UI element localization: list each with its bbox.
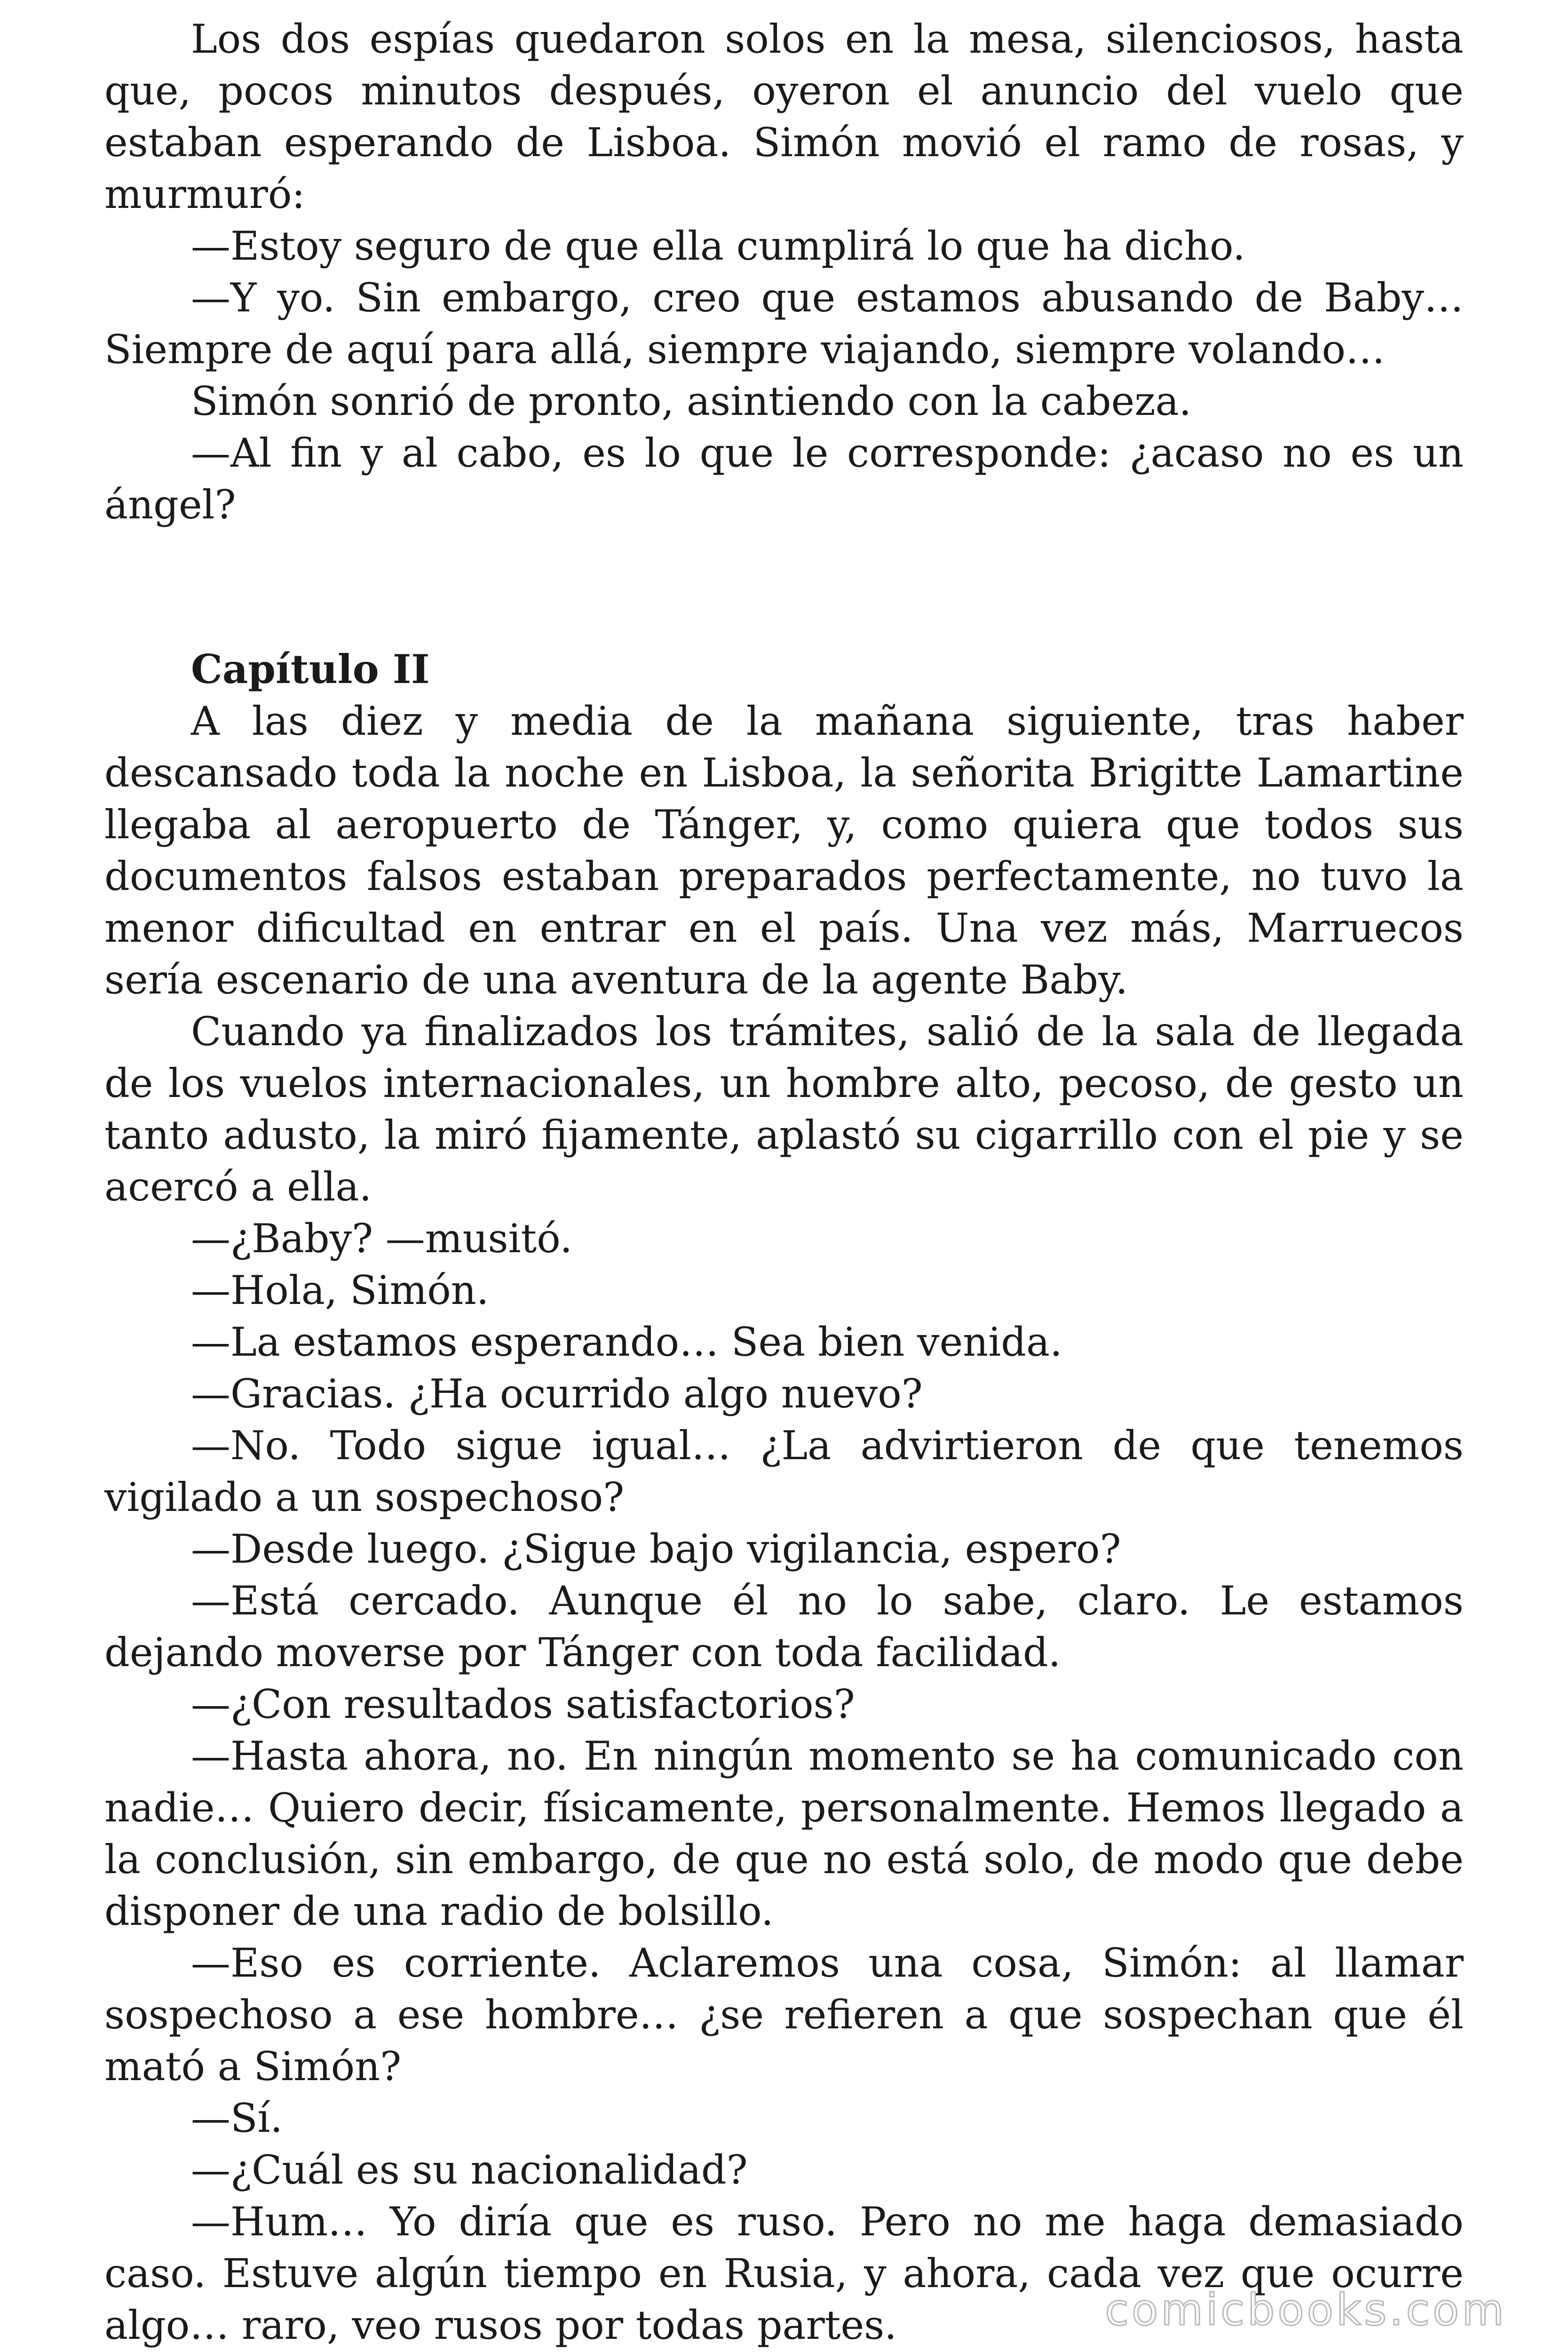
chapter-spacer — [104, 531, 1464, 644]
dialogue-line: —¿Cuál es su nacionalidad? — [191, 2147, 748, 2193]
dialogue-line: —Sí. — [191, 2095, 283, 2141]
dialogue-line: —Hum… Yo diría que es ruso. Pero no me haga demasiado caso. Estuve algún tiempo en Rusia, y ahora, cada vez que ocurre algo… raro, veo rusos por todas partes. — [104, 2199, 1464, 2348]
paragraph: Cuando ya finalizados los trámites, salió de la sala de llegada de los vuelos internacionales, un hombre alto, pecoso, de gesto un tanto adusto, la miró fijamente, aplastó su cigarrillo con el pie y se acercó a ella. — [104, 1009, 1464, 1210]
dialogue-line: —¿Con resultados satisfactorios? — [191, 1681, 855, 1727]
dialogue-line: —No. Todo sigue igual… ¿La advirtieron de que tenemos vigilado a un sospechoso? — [104, 1422, 1464, 1520]
dialogue-line: —Hasta ahora, no. En ningún momento se ha comunicado con nadie… Quiero decir, físicamente, personalmente. Hemos llegado a la conclusión, sin embargo, de que no está solo, de modo que debe disponer de una radio de bolsillo. — [104, 1733, 1464, 1934]
book-page — [104, 13, 1464, 2351]
dialogue-line: —Desde luego. ¿Sigue bajo vigilancia, espero? — [191, 1526, 1121, 1572]
watermark: comicbooks.com — [1105, 2285, 1507, 2335]
paragraph: —Al fin y al cabo, es lo que le corresponde: ¿acaso no es un ángel? — [104, 430, 1464, 528]
paragraph: —Y yo. Sin embargo, creo que estamos abusando de Baby… Siempre de aquí para allá, siempre viajando, siempre volando… — [104, 275, 1464, 373]
dialogue-line: —Está cercado. Aunque él no lo sabe, claro. Le estamos dejando moverse por Tánger con toda facilidad. — [104, 1578, 1464, 1676]
dialogue-line: —La estamos esperando… Sea bien venida. — [191, 1319, 1062, 1365]
paragraph: Simón sonrió de pronto, asintiendo con la cabeza. — [191, 378, 1192, 424]
chapter-title: Capítulo II — [191, 646, 430, 692]
paragraph: A las diez y media de la mañana siguiente, tras haber descansado toda la noche en Lisboa, la señorita Brigitte Lamartine llegaba al aeropuerto de Tánger, y, como quiera que todos sus documentos falsos estaban preparados perfectamente, no tuvo la menor dificultad en entrar en el país. Una vez más, Marruecos sería escenario de una aventura de la agente Baby. — [104, 698, 1464, 1003]
dialogue-line: —Gracias. ¿Ha ocurrido algo nuevo? — [191, 1371, 923, 1417]
paragraph: —Estoy seguro de que ella cumplirá lo que ha dicho. — [191, 223, 1245, 269]
paragraph: Los dos espías quedaron solos en la mesa, silenciosos, hasta que, pocos minutos después, oyeron el anuncio del vuelo que estaban esperando de Lisboa. Simón movió el ramo de rosas, y murmuró: — [104, 16, 1464, 217]
dialogue-line: —Hola, Simón. — [191, 1267, 489, 1313]
dialogue-line: —Eso es corriente. Aclaremos una cosa, Simón: al llamar sospechoso a ese hombre… ¿se refieren a que sospechan que él mató a Simón? — [104, 1940, 1464, 2090]
dialogue-line: —¿Baby? —musitó. — [191, 1216, 573, 1262]
